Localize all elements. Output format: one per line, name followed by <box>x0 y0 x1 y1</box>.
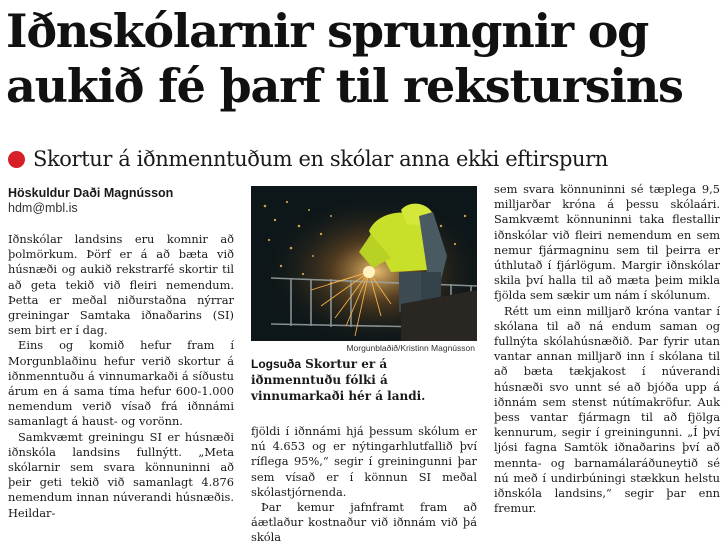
caption-lead: Logsuða <box>251 357 301 371</box>
byline <box>8 186 234 216</box>
author-email: hdm@mbl.is <box>8 201 78 215</box>
paragraph: Eins og komið hefur fram í Morgunblaðinu hefur verið skortur á iðnmenntuðu á vinnumarkaði á síðustu árum en á sama tíma hefur 600-1.000 nemendum verið vísað frá iðnnámi samanlagt á haust- og vorönn. <box>8 338 234 429</box>
author-name: Höskuldur Daði Magnússon <box>8 186 174 200</box>
subheadline-row <box>8 145 724 173</box>
photo-caption <box>251 356 477 404</box>
text-column-3 <box>494 182 720 516</box>
text-column-2 <box>251 424 477 546</box>
paragraph: fjöldi í iðnnámi hjá þessum skólum er nú 4.653 og er nýtingarhlutfallið því ríflega 95%,“ segir í greiningunni þar sem vísað er í könnun SI meðal skólastjórnenda. <box>251 424 477 499</box>
paragraph: Þar kemur jafnframt fram að áætlaður kostnaður við iðnnám við þá skóla <box>251 500 477 545</box>
caption-text: Skortur er á iðnmenntuðu fólki á vinnumarkaði hér á landi. <box>251 357 426 403</box>
paragraph: Iðnskólar landsins eru komnir að þolmörkum. Þörf er á að bæta við húsnæði og aukið rekstrarfé skortir til að geta tekið við fleiri nemendum. Þetta er meðal niðurstaðna nýrrar greiningar Samtaka iðnaðarins (SI) sem birt er í dag. <box>8 232 234 338</box>
paragraph: Rétt um einn milljarð króna vantar í skólana til að ná endum saman og fullnýta skólahúsnæðið. Þar fyrir utan vantar annan milljarð inn í skólana til að bæta tækjakost í núverandi húsnæði svo unnt sé að bjóða upp á iðnnám sem stenst nútímakröfur. Auk þess vantar fjármagn til að fjölga kennurum, segir í greiningunni. „Í því ljósi fagna Samtök iðnaðarins því að mennta- og barnamálaráðuneytið sé nú með í undirbúningi stækkun helstu iðnskóla landsins,“ segir þar enn fremur. <box>494 303 720 516</box>
photo-credit: Morgunblaðið/Kristinn Magnússon <box>346 343 475 353</box>
headline: Iðnskólarnir sprungnir og aukið fé þarf til rekstursins <box>6 4 683 113</box>
paragraph: sem svara könnuninni sé tæplega 9,5 milljarðar króna á þessu skólaári. Samkvæmt könnuninni taka flestallir iðnskólar við fleiri nemendum en sem nemur fjármagninu sem til þeirra er úthlutað í fjárlögum. Margir iðnskólar skila því halla til að mæta þeim mikla fjölda sem sækir um nám í skólunum. <box>494 182 720 303</box>
red-bullet-icon <box>8 151 25 168</box>
text-column-1 <box>8 232 234 521</box>
subheadline: Skortur á iðnmenntuðum en skólar anna ekki eftirspurn <box>33 147 608 171</box>
welding-photo <box>251 186 477 341</box>
paragraph: Samkvæmt greiningu SI er húsnæði iðnskóla landsins fullnýtt. „Meta skólarnir sem svara könnuninni að þeir geti tekið við samanlagt 4.876 nemendum innan núverandi húsnæðis. Heildar- <box>8 429 234 520</box>
